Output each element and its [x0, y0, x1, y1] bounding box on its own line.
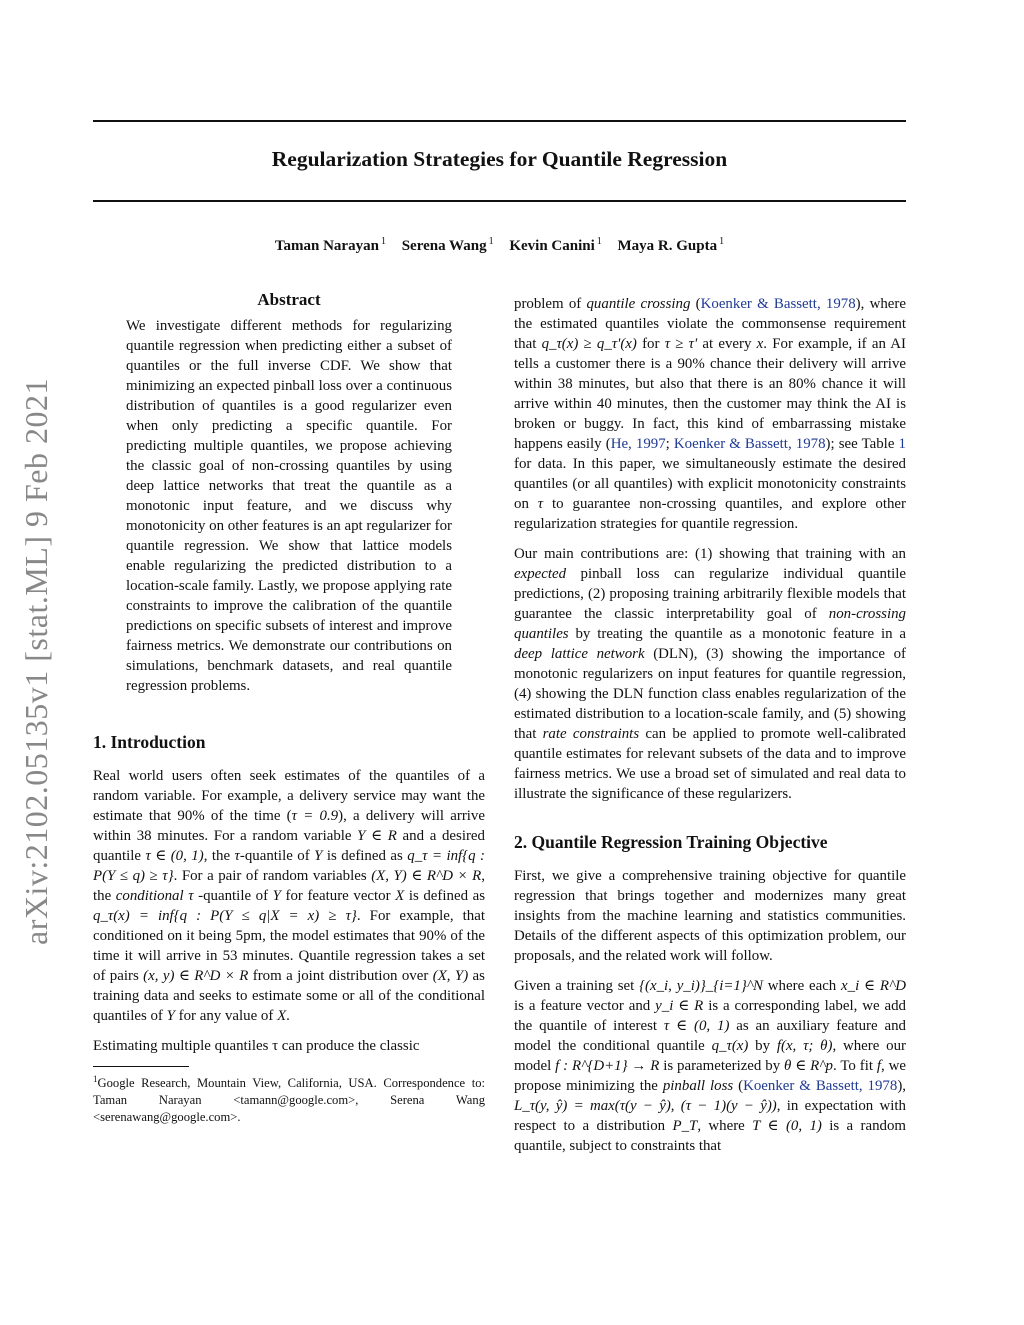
- body-paragraph: problem of quantile crossing (Koenker & Bassett, 1978), where the estimated quantiles violate the commonsense requirement that q_τ(x) ≥ q_τ'(x) for τ ≥ τ' at every x. For example, if an AI tells a customer there is a 90% chance their delivery will arrive within 38 minutes, but also that there is an 80% chance it will arrive within 40 minutes, then the customer may think the AI is broken or buggy. In fact, this kind of embarrassing mistake happens easily (He, 1997; Koenker & Bassett, 1978); see Table 1 for data. In this paper, we simultaneously estimate the desired quantiles (or all quantiles) with explicit monotonicity constraints on τ to guarantee non-crossing quantiles, and explore other regularization strategies for quantile regression.: [514, 296, 906, 532]
- abstract-text: We investigate different methods for regularizing quantile regression when predicting either a subset of quantiles or the full inverse CDF. We show that minimizing an expected pinball loss over a continuous distribution of quantiles is a good regularizer even when only predicting a specific quantile. For predicting multiple quantiles, we propose achieving the classic goal of non-crossing quantiles by using deep lattice networks that treat the quantile as a monotonic input feature, and we discuss why monotonicity on other features is an apt regularizer for quantile regression. We show that lattice models enable regularizing the predicted distribution to a location-scale family. Lastly, we propose applying rate constraints to improve the calibration of the quantile predictions on specific subsets of interest and improve fairness metrics. We demonstrate our contributions on simulations, benchmark datasets, and real quantile regression problems.: [126, 318, 452, 694]
- author-list: [93, 236, 906, 255]
- right-column: [514, 294, 906, 1156]
- citation-link[interactable]: Koenker & Bassett, 1978: [673, 436, 826, 452]
- footnote: $^1$Google Research, Mountain View, California, USA. Correspondence to: Taman Narayan <tamann@google.com>, Serena Wang <serenawang@google.com>.: [93, 1074, 485, 1125]
- left-column: [93, 290, 485, 1126]
- body-paragraph: First, we give a comprehensive training objective for quantile regression that brings together and modernizes many great insights from the machine learning and statistics communities. Details of the different aspects of this optimization problem, our proposals, and the related work will follow.: [514, 868, 906, 964]
- citation-link[interactable]: Koenker & Bassett, 1978: [700, 296, 856, 312]
- title-rule-top: [93, 120, 906, 122]
- arxiv-watermark: arXiv:2102.05135v1 [stat.ML] 9 Feb 2021: [18, 378, 54, 945]
- citation-link[interactable]: He, 1997: [610, 436, 666, 452]
- section-heading: 1. Introduction: [93, 732, 206, 752]
- abstract-heading: Abstract: [257, 290, 321, 309]
- citation-link[interactable]: Koenker & Bassett, 1978: [743, 1078, 898, 1094]
- paper-title: Regularization Strategies for Quantile Regression: [271, 147, 728, 171]
- title-rule-bottom: [93, 200, 906, 202]
- body-paragraph: Given a training set {(x_i, y_i)}_{i=1}^N where each x_i ∈ R^D is a feature vector and y_i ∈ R is a corresponding label, we add the quantile of interest τ ∈ (0, 1) as an auxiliary feature and model the conditional quantile q_τ(x) by f(x, τ; θ), where our model f : R^{D+1} → R is parameterized by θ ∈ R^p. To fit f, we propose minimizing the pinball loss (Koenker & Bassett, 1978), L_τ(y, ŷ) = max(τ(y − ŷ), (τ − 1)(y − ŷ)), in expectation with respect to a distribution P_T, where T ∈ (0, 1) is a random quantile, subject to constraints that: [514, 978, 906, 1154]
- author: Maya R. Gupta $^1$: [617, 236, 725, 254]
- author: Serena Wang $^1$: [401, 236, 494, 254]
- body-paragraph: Our main contributions are: (1) showing that training with an expected pinball loss can regularize individual quantile predictions, (2) proposing training arbitrarily flexible models that guarantee the classic interpretability goal of non-crossing quantiles by treating the quantile as a monotonic feature in a deep lattice network (DLN), (3) showing the importance of monotonic regularizers on input features for quantile regression, (4) showing the DLN function class enables regularization of the estimated distribution to a location-scale family, and (5) showing that rate constraints can be applied to promote well-calibrated quantile estimates for relevant subsets of the data and to improve fairness metrics. We use a broad set of simulated and real data to illustrate the significance of these regularizers.: [514, 546, 906, 802]
- intro-paragraph: Estimating multiple quantiles τ can produce the classic: [93, 1038, 420, 1054]
- intro-paragraph: Real world users often seek estimates of the quantiles of a random variable. For example, a delivery service may want the estimate that 90% of the time (τ = 0.9), a delivery will arrive within 38 minutes. For a random variable Y ∈ R and a desired quantile τ ∈ (0, 1), the τ-quantile of Y is defined as q_τ = inf{q : P(Y ≤ q) ≥ τ}. For a pair of random variables (X, Y) ∈ R^D × R, the conditional τ -quantile of Y for feature vector X is defined as q_τ(x) = inf{q : P(Y ≤ q|X = x) ≥ τ}. For example, that conditioned on it being 5pm, the model estimates that 90% of the time it will arrive in 53 minutes. Quantile regression takes a set of pairs (x, y) ∈ R^D × R from a joint distribution over (X, Y) as training data and seeks to estimate some or all of the conditional quantiles of Y for any value of X.: [93, 768, 485, 1024]
- table-ref-link[interactable]: 1: [898, 436, 906, 452]
- author: Taman Narayan $^1$: [274, 236, 386, 254]
- section-heading: 2. Quantile Regression Training Objective: [514, 832, 828, 852]
- footnote-rule: [93, 1066, 189, 1067]
- author: Kevin Canini $^1$: [509, 236, 602, 254]
